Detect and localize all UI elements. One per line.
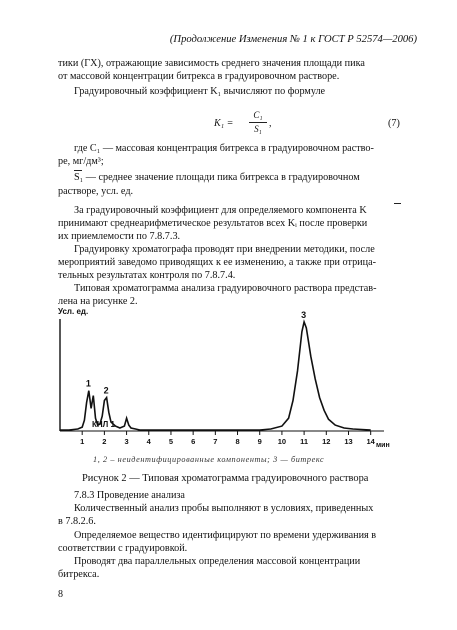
paragraph-line: битрекса. bbox=[58, 569, 100, 580]
overline-mark bbox=[74, 170, 82, 171]
x-tick-label: 13 bbox=[344, 437, 353, 446]
paragraph-line: где C₁ — массовая концентрация битрекса в градуировочном раство- bbox=[74, 143, 374, 154]
paragraph-line: За градуировочный коэффициент для определяемого компонента K bbox=[74, 205, 367, 216]
peak-label: 1 bbox=[85, 378, 91, 389]
paragraph-line: S₁ — среднее значение площади пика битрекса в градуировочном bbox=[74, 172, 360, 183]
paragraph-line: Градуировочный коэффициент K₁ вычисляют по формуле bbox=[74, 86, 326, 97]
paragraph-line: Количественный анализ пробы выполняют в условиях, приведенных bbox=[74, 503, 374, 514]
paragraph-line: мероприятий заведомо приводящих к ее изменению, а также при отрица- bbox=[58, 257, 376, 268]
x-tick-label: 2 bbox=[102, 437, 107, 446]
chromatogram-trace bbox=[60, 322, 371, 430]
x-tick-label: 11 bbox=[300, 437, 309, 446]
page-header: (Продолжение Изменения № 1 к ГОСТ Р 52574—2006) bbox=[169, 34, 417, 45]
overline-mark bbox=[251, 122, 258, 123]
paragraph-line: тельных результатах контроля по 7.8.7.4. bbox=[58, 270, 236, 281]
paragraph-line: принимают среднеарифметическое результатов всех Kᵢ после проверки bbox=[58, 218, 368, 229]
x-tick-label: 5 bbox=[168, 437, 174, 446]
y-unit-label: Усл. ед. bbox=[58, 307, 89, 316]
formula-numerator: C₁ bbox=[253, 110, 263, 120]
paragraph-line: соответствии с градуировкой. bbox=[58, 543, 188, 554]
paragraph-line: лена на рисунке 2. bbox=[58, 296, 138, 307]
x-tick-label: 3 bbox=[124, 437, 129, 446]
section-heading: 7.8.3 Проведение анализа bbox=[74, 490, 185, 501]
paragraph-line: от массовой концентрации битрекса в градуировочном растворе. bbox=[58, 71, 340, 82]
page-number: 8 bbox=[58, 589, 63, 600]
peak-label: 3 bbox=[301, 309, 307, 320]
figure-title: Рисунок 2 — Типовая хроматограмма градуировочного раствора bbox=[82, 473, 369, 484]
paragraph-line: Проводят два параллельных определения массовой концентрации bbox=[74, 556, 361, 567]
paragraph-line: их приемлемости по 7.8.7.3. bbox=[58, 231, 181, 242]
x-tick-label: 8 bbox=[235, 437, 240, 446]
peak-label: 2 bbox=[103, 385, 109, 396]
paragraph-line: растворе, усл. ед. bbox=[58, 186, 134, 197]
x-tick-label: 14 bbox=[366, 437, 375, 446]
paragraph-line: ре, мг/дм³; bbox=[58, 156, 104, 167]
x-tick-label: 7 bbox=[213, 437, 218, 446]
formula-number: (7) bbox=[388, 118, 400, 129]
x-tick-label: 12 bbox=[322, 437, 331, 446]
x-unit-label: мин bbox=[376, 442, 390, 449]
formula-lhs: K₁ = bbox=[214, 118, 234, 129]
paragraph-line: Градуировку хроматографа проводят при внедрении методики, после bbox=[74, 244, 375, 255]
figure-caption-legend: 1, 2 – неидентифицированные компоненты; 3 — битрекс bbox=[93, 455, 325, 464]
baseline-label: КНЛ 1 bbox=[92, 420, 115, 429]
x-tick-label: 9 bbox=[257, 437, 262, 446]
formula-comma: , bbox=[269, 118, 272, 129]
x-tick-label: 6 bbox=[191, 437, 196, 446]
overline-mark bbox=[394, 203, 401, 204]
paragraph-line: тики (ГХ), отражающие зависимость среднего значения площади пика bbox=[58, 58, 365, 69]
x-tick-label: 1 bbox=[80, 437, 85, 446]
paragraph-line: Определяемое вещество идентифицируют по времени удерживания в bbox=[74, 530, 377, 541]
x-tick-label: 10 bbox=[277, 437, 287, 446]
paragraph-line: в 7.8.2.6. bbox=[58, 516, 96, 527]
x-tick-label: 4 bbox=[146, 437, 151, 446]
paragraph-line: Типовая хроматограмма анализа градуировочного раствора представ- bbox=[74, 283, 377, 294]
formula-denominator: S₁ bbox=[254, 124, 262, 134]
chromatogram-chart bbox=[58, 305, 403, 450]
